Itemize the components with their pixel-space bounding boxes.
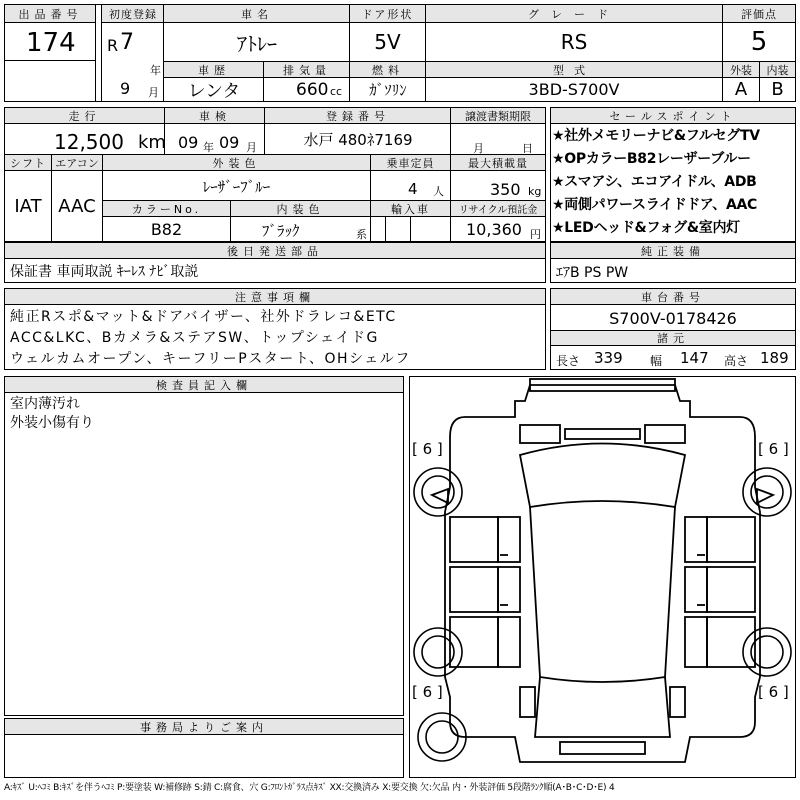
max-load: 350: [490, 180, 521, 199]
sales-point: ★OPカラーB82レーザーブルー: [552, 151, 751, 167]
plate-label: 登録番号: [265, 108, 451, 124]
fuel: ｶﾞｿﾘﾝ: [369, 81, 407, 99]
length: 339: [594, 349, 623, 367]
displacement-label: 排気量: [264, 62, 350, 78]
sales-points-list: [552, 125, 796, 240]
model: 3BD-S700V: [528, 80, 620, 99]
load-unit: kg: [528, 185, 542, 198]
shift: IAT: [14, 195, 42, 217]
registration-label: 初度登録: [102, 5, 164, 23]
length-label: 長さ: [556, 354, 581, 368]
chassis-label: 車台番号: [551, 289, 795, 305]
inspection-year: 09: [178, 133, 199, 152]
exterior-color: ﾚｰｻﾞｰﾌﾞﾙｰ: [202, 177, 271, 196]
equipment-label: 純正装備: [551, 243, 795, 259]
displacement-unit: cc: [330, 85, 343, 98]
notes-label: 注意事項欄: [5, 289, 545, 305]
transfer-label: 譲渡書類期限: [451, 108, 545, 124]
year-unit: 年: [150, 64, 161, 77]
color-number: B82: [150, 220, 183, 239]
inspector-line: 外装小傷有り: [10, 415, 94, 431]
tire-depth-front-left: [ 6 ]: [412, 440, 443, 458]
sales-point: ★スマアシ、エコアイドル、ADB: [552, 174, 757, 190]
exterior-label: 外装: [723, 62, 759, 78]
width: 147: [680, 349, 709, 367]
note-line: ウェルカムオープン、キーフリーPスタート、OHシェルフ: [10, 351, 411, 367]
recycle-label: リサイクル預託金: [451, 201, 545, 217]
reg-month: 9: [120, 79, 131, 98]
grade: RS: [560, 30, 588, 54]
lot-number: 174: [26, 28, 76, 58]
grade-label: グレード: [426, 5, 722, 23]
air-conditioner: AAC: [58, 195, 96, 217]
inspection-month-unit: 月: [246, 141, 257, 154]
specs-label: 諸元: [551, 331, 795, 346]
month-unit: 月: [148, 86, 159, 99]
recycle-fee: 10,360: [466, 220, 522, 239]
history-label: 車歴: [164, 62, 264, 78]
interior-label: 内装: [760, 62, 795, 78]
car-diagram: [410, 377, 795, 777]
capacity-label: 乗車定員: [371, 155, 450, 171]
door-type: 5V: [374, 30, 401, 54]
car-name: ｱﾄﾚｰ: [237, 31, 277, 56]
mileage-label: 走行: [5, 108, 164, 124]
load-label: 最大積載量: [451, 155, 545, 171]
chassis-number: S700V-0178426: [609, 308, 737, 328]
equipment: ｴｱB PS PW: [556, 265, 629, 281]
interior-color: ﾌﾞﾗｯｸ: [262, 222, 300, 240]
sales-point: ★両側パワースライドドア、AAC: [552, 197, 758, 213]
recycle-unit: 円: [530, 228, 541, 241]
inspector-label: 検査員記入欄: [5, 377, 403, 393]
model-label: 型式: [426, 62, 722, 78]
import-label: 輸入車: [371, 201, 450, 217]
inspection-year-unit: 年: [203, 141, 214, 154]
displacement: 660: [296, 80, 329, 100]
height-label: 高さ: [724, 354, 749, 368]
office-label: 事務局よりご案内: [5, 719, 403, 735]
inspector-notes: [10, 395, 94, 433]
door-label: ドア形状: [350, 5, 425, 23]
interior-color-unit: 系: [356, 228, 367, 241]
transfer-month: 月: [473, 142, 484, 155]
tire-depth-rear-right: [ 6 ]: [758, 683, 789, 701]
era: R: [107, 36, 119, 55]
plate-number: 水戸 480ﾈ7169: [303, 130, 413, 149]
fuel-label: 燃料: [350, 62, 426, 78]
inspection-month: 09: [219, 133, 240, 152]
color-number-label: カラーNo.: [103, 201, 230, 217]
lot-label: 出品番号: [5, 5, 96, 23]
legend: A:ｷｽﾞ U:ﾍｺﾐ B:ｷｽﾞを伴うﾍｺﾐ P:要塗装 W:補修跡 S:錆 C:腐食、穴 G:ﾌﾛﾝﾄｶﾞﾗｽ点ｷｽﾞ XX:交換済み X:要交換 欠:欠品 内・外装評価 5段階ﾗﾝｸ順(A･B･C･D･E) 4: [4, 783, 615, 793]
score-label: 評価点: [723, 5, 795, 23]
history: レンタ: [187, 80, 241, 102]
sales-point: ★LEDヘッド&フォグ&室内灯: [552, 220, 740, 236]
note-line: ACC&LKC、Bカメラ&ステアSW、トップシェイドG: [10, 330, 379, 346]
inspection-label: 車検: [165, 108, 265, 124]
ac-label: エアコン: [52, 155, 102, 171]
transfer-day: 日: [522, 142, 533, 155]
sales-points-label: セールスポイント: [551, 108, 795, 124]
note-line: 純正Rスポ&マット&ドアバイザー、社外ドラレコ&ETC: [10, 309, 397, 325]
width-label: 幅: [650, 354, 663, 368]
capacity-unit: 人: [433, 185, 444, 198]
tire-depth-rear-left: [ 6 ]: [412, 683, 443, 701]
mileage-unit: km: [138, 132, 166, 153]
tire-depth-front-right: [ 6 ]: [758, 440, 789, 458]
interior-grade: B: [771, 79, 784, 100]
color-label: 外装色: [103, 155, 370, 171]
inspector-line: 室内薄汚れ: [10, 396, 80, 412]
capacity: 4: [408, 180, 418, 198]
reg-year: 7: [120, 30, 134, 55]
score: 5: [750, 27, 768, 57]
notes-list: [10, 307, 544, 370]
sales-point: ★社外メモリーナビ&フルセグTV: [552, 128, 760, 144]
shift-label: シフト: [5, 155, 51, 171]
height: 189: [760, 349, 789, 367]
exterior-grade: A: [734, 79, 748, 100]
mileage: 12,500: [54, 130, 124, 154]
interior-color-label: 内装色: [231, 201, 370, 217]
later-parts: 保証書 車両取説 ｷｰﾚｽ ﾅﾋﾞ取説: [10, 264, 199, 280]
car-name-label: 車名: [164, 5, 350, 23]
later-parts-label: 後日発送部品: [5, 243, 545, 259]
